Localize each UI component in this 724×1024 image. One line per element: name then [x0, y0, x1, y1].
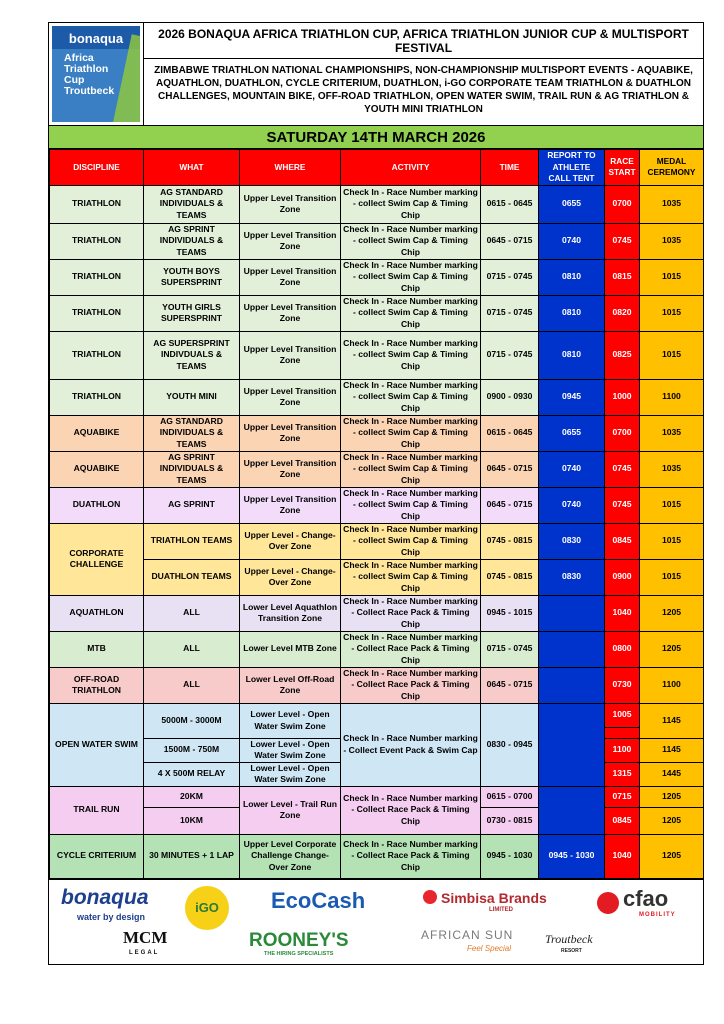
cell-discipline: TRIATHLON	[50, 379, 144, 415]
col-activity: ACTIVITY	[341, 150, 481, 186]
cell-report: 0740	[539, 451, 605, 487]
cell-report	[539, 786, 605, 834]
cell-report	[539, 595, 605, 631]
cell-race-start: 1005	[605, 703, 640, 727]
cell-time: 0745 - 0815	[481, 523, 539, 559]
cell-discipline: TRIATHLON	[50, 185, 144, 223]
col-what: WHAT	[144, 150, 240, 186]
cell-medal: 1015	[640, 331, 704, 379]
sponsor-bonaqua: bonaqua	[61, 885, 149, 909]
cell-report	[539, 703, 605, 786]
table-row	[50, 223, 704, 259]
logo-line: Africa	[64, 52, 94, 64]
sponsor-cfao: cfao	[623, 885, 669, 911]
table-row	[50, 259, 704, 295]
cell-where: Lower Level - Trail Run Zone	[240, 786, 341, 834]
cell-activity: Check In - Race Number marking - collect Swim Cap & Timing Chip	[341, 259, 481, 295]
cell-where: Upper Level Transition Zone	[240, 295, 341, 331]
sponsor-simbisa: Simbisa Brands	[441, 889, 547, 906]
cell-medal: 1205	[640, 631, 704, 667]
cell-what: YOUTH GIRLS SUPERSPRINT	[144, 295, 240, 331]
cell-report: 0810	[539, 295, 605, 331]
cell-time: 0645 - 0715	[481, 223, 539, 259]
cell-race-start: 0745	[605, 223, 640, 259]
cell-race-start: 1040	[605, 834, 640, 878]
logo-line: Cup	[64, 74, 85, 86]
table-row	[50, 295, 704, 331]
sponsor-simbisa-sub: LIMITED	[489, 906, 513, 913]
cell-what: 30 MINUTES + 1 LAP	[144, 834, 240, 878]
sponsor-bonaqua-tag: water by design	[77, 911, 146, 922]
table-row	[50, 559, 704, 595]
africa-triathlon-cup-logo	[52, 26, 140, 122]
cell-medal: 1145	[640, 738, 704, 762]
sponsor-rooneys-sub: THE HIRING SPECIALISTS	[264, 950, 334, 957]
table-header-row	[50, 150, 704, 186]
cell-activity: Check In - Race Number marking - collect Swim Cap & Timing Chip	[341, 185, 481, 223]
cell-discipline: DUATHLON	[50, 487, 144, 523]
cell-what: AG SPRINT	[144, 487, 240, 523]
cell-time: 0645 - 0715	[481, 487, 539, 523]
cell-race-start: 0820	[605, 295, 640, 331]
cell-race-start: 0900	[605, 559, 640, 595]
logo-brand: bonaqua	[52, 26, 140, 49]
cell-where: Upper Level Transition Zone	[240, 223, 341, 259]
table-row	[50, 703, 704, 727]
cell-time: 0730 - 0815	[481, 807, 539, 834]
cell-what: AG SPRINT INDIVIDUALS & TEAMS	[144, 223, 240, 259]
table-row	[50, 523, 704, 559]
table-row	[50, 331, 704, 379]
cell-race-start: 0825	[605, 331, 640, 379]
cell-what: 20KM	[144, 786, 240, 807]
table-row	[50, 631, 704, 667]
col-race-start: RACE START	[605, 150, 640, 186]
cell-race-start	[605, 727, 640, 738]
cell-medal: 1205	[640, 834, 704, 878]
cell-report: 0830	[539, 523, 605, 559]
cell-race-start: 0845	[605, 523, 640, 559]
cell-race-start: 1000	[605, 379, 640, 415]
cell-report: 0740	[539, 487, 605, 523]
cell-activity: Check In - Race Number marking - collect Swim Cap & Timing Chip	[341, 487, 481, 523]
cell-activity: Check In - Race Number marking - Collect Race Pack & Timing Chip	[341, 667, 481, 703]
sponsor-igo: iGO	[185, 886, 229, 930]
logo-line: Triathlon	[64, 63, 109, 75]
cell-activity: Check In - Race Number marking - collect Swim Cap & Timing Chip	[341, 451, 481, 487]
cell-where: Upper Level Transition Zone	[240, 415, 341, 451]
cell-what: AG SPRINT INDIVIDUALS & TEAMS	[144, 451, 240, 487]
cell-report: 0810	[539, 331, 605, 379]
cell-discipline: TRIATHLON	[50, 331, 144, 379]
cell-medal: 1205	[640, 807, 704, 834]
cell-discipline: CYCLE CRITERIUM	[50, 834, 144, 878]
cell-report	[539, 667, 605, 703]
cell-discipline: TRAIL RUN	[50, 786, 144, 834]
sponsor-african-sun-sub: Feel Special	[467, 943, 512, 953]
sponsor-strip	[49, 879, 703, 964]
cell-race-start: 0745	[605, 487, 640, 523]
cell-where: Upper Level Transition Zone	[240, 259, 341, 295]
cell-where: Lower Level Off-Road Zone	[240, 667, 341, 703]
cell-time: 0615 - 0700	[481, 786, 539, 807]
cell-race-start: 0700	[605, 185, 640, 223]
cell-activity: Check In - Race Number marking - collect Swim Cap & Timing Chip	[341, 523, 481, 559]
cell-activity: Check In - Race Number marking - Collect Event Pack & Swim Cap	[341, 703, 481, 786]
table-row	[50, 379, 704, 415]
cell-activity: Check In - Race Number marking - collect Swim Cap & Timing Chip	[341, 331, 481, 379]
col-discipline: DISCIPLINE	[50, 150, 144, 186]
cell-medal: 1100	[640, 667, 704, 703]
cell-time: 0715 - 0745	[481, 295, 539, 331]
cell-medal: 1445	[640, 762, 704, 786]
cell-medal: 1015	[640, 487, 704, 523]
header	[49, 23, 703, 126]
cell-report: 0655	[539, 415, 605, 451]
day-banner: SATURDAY 14TH MARCH 2026	[49, 126, 703, 149]
cell-where: Lower Level MTB Zone	[240, 631, 341, 667]
cell-what: ALL	[144, 667, 240, 703]
cell-where: Lower Level - Open Water Swim Zone	[240, 762, 341, 786]
sponsor-mcm: MCM	[123, 927, 168, 947]
cell-where: Upper Level Transition Zone	[240, 185, 341, 223]
logo-box	[49, 23, 144, 125]
col-where: WHERE	[240, 150, 341, 186]
sponsor-african-sun: AFRICAN SUN	[421, 927, 514, 942]
cell-medal: 1035	[640, 415, 704, 451]
cell-what: 5000M - 3000M	[144, 703, 240, 738]
cell-what: YOUTH BOYS SUPERSPRINT	[144, 259, 240, 295]
cell-activity: Check In - Race Number marking - collect Swim Cap & Timing Chip	[341, 559, 481, 595]
cell-what: 10KM	[144, 807, 240, 834]
table-row	[50, 667, 704, 703]
cell-race-start: 0700	[605, 415, 640, 451]
cell-report: 0810	[539, 259, 605, 295]
cell-race-start: 0800	[605, 631, 640, 667]
cell-discipline: AQUATHLON	[50, 595, 144, 631]
col-report: REPORT TO ATHLETE CALL TENT	[539, 150, 605, 186]
cell-medal: 1035	[640, 223, 704, 259]
cell-time: 0645 - 0715	[481, 667, 539, 703]
cell-time: 0715 - 0745	[481, 631, 539, 667]
cell-time: 0945 - 1030	[481, 834, 539, 878]
cell-report: 0740	[539, 223, 605, 259]
cell-time: 0945 - 1015	[481, 595, 539, 631]
cell-discipline: MTB	[50, 631, 144, 667]
cell-report: 0655	[539, 185, 605, 223]
schedule-sheet	[48, 22, 704, 965]
cell-activity: Check In - Race Number marking - collect Swim Cap & Timing Chip	[341, 379, 481, 415]
cell-where: Upper Level Transition Zone	[240, 451, 341, 487]
cell-what: ALL	[144, 595, 240, 631]
cell-time: 0830 - 0945	[481, 703, 539, 786]
cell-discipline: TRIATHLON	[50, 259, 144, 295]
table-row	[50, 595, 704, 631]
cell-medal: 1100	[640, 379, 704, 415]
cell-where: Upper Level Transition Zone	[240, 379, 341, 415]
table-row	[50, 185, 704, 223]
cell-discipline: OFF-ROAD TRIATHLON	[50, 667, 144, 703]
cell-what: YOUTH MINI	[144, 379, 240, 415]
cell-race-start: 1315	[605, 762, 640, 786]
cell-medal: 1035	[640, 451, 704, 487]
cell-what: TRIATHLON TEAMS	[144, 523, 240, 559]
sponsor-cfao-sub: MOBILITY	[639, 911, 676, 918]
cell-time: 0645 - 0715	[481, 451, 539, 487]
table-row	[50, 487, 704, 523]
cell-discipline: OPEN WATER SWIM	[50, 703, 144, 786]
cell-what: 1500M - 750M	[144, 738, 240, 762]
cell-medal: 1015	[640, 559, 704, 595]
cell-what: DUATHLON TEAMS	[144, 559, 240, 595]
cell-what: 4 X 500M RELAY	[144, 762, 240, 786]
page-subtitle: ZIMBABWE TRIATHLON NATIONAL CHAMPIONSHIPS, NON-CHAMPIONSHIP MULTISPORT EVENTS - AQUABIKE, AQUATHLON, DUATHLON, CYCLE CRITERIUM, DUATHLON, i-GO CORPORATE TEAM TRIATHLON & DUATHLON CHALLENGES, MOUNTAIN BIKE, OFF-ROAD TRIATHLON, OPEN WATER SWIM, TRAIL RUN & AG TRIATHLON & YOUTH MINI TRIATHLON	[154, 65, 693, 115]
cell-what: AG STANDARD INDIVIDUALS & TEAMS	[144, 415, 240, 451]
cell-where: Upper Level Transition Zone	[240, 487, 341, 523]
cell-report	[539, 631, 605, 667]
cell-medal: 1015	[640, 259, 704, 295]
cell-what: ALL	[144, 631, 240, 667]
cell-race-start: 0715	[605, 786, 640, 807]
cell-discipline: CORPORATE CHALLENGE	[50, 523, 144, 595]
sponsor-ecocash: EcoCash	[271, 887, 366, 913]
cell-discipline: AQUABIKE	[50, 415, 144, 451]
cell-where: Upper Level Corporate Challenge Change-Over Zone	[240, 834, 341, 878]
table-row	[50, 786, 704, 807]
cell-where: Lower Level - Open Water Swim Zone	[240, 738, 341, 762]
logo-line: Troutbeck	[64, 85, 115, 97]
cell-race-start: 0845	[605, 807, 640, 834]
cell-report: 0830	[539, 559, 605, 595]
cell-race-start: 0745	[605, 451, 640, 487]
table-row	[50, 451, 704, 487]
cell-medal: 1015	[640, 523, 704, 559]
cell-race-start: 1040	[605, 595, 640, 631]
cell-report: 0945	[539, 379, 605, 415]
cell-discipline: TRIATHLON	[50, 223, 144, 259]
simbisa-icon	[423, 890, 437, 904]
cell-activity: Check In - Race Number marking - collect Swim Cap & Timing Chip	[341, 415, 481, 451]
cell-race-start: 0815	[605, 259, 640, 295]
cell-time: 0715 - 0745	[481, 331, 539, 379]
cell-medal: 1205	[640, 595, 704, 631]
sponsor-troutbeck-sub: RESORT	[561, 947, 582, 954]
cell-activity: Check In - Race Number marking - collect Swim Cap & Timing Chip	[341, 295, 481, 331]
cell-time: 0615 - 0645	[481, 185, 539, 223]
cell-activity: Check In - Race Number marking - Collect Race Pack & Timing Chip	[341, 631, 481, 667]
cell-race-start: 0730	[605, 667, 640, 703]
cell-medal: 1015	[640, 295, 704, 331]
col-time: TIME	[481, 150, 539, 186]
cell-where: Lower Level Aquathlon Transition Zone	[240, 595, 341, 631]
cell-race-start: 1100	[605, 738, 640, 762]
cell-what: AG STANDARD INDIVIDUALS & TEAMS	[144, 185, 240, 223]
cell-discipline: AQUABIKE	[50, 451, 144, 487]
cell-activity: Check In - Race Number marking - Collect Race Pack & Timing Chip	[341, 834, 481, 878]
cell-where: Upper Level - Change-Over Zone	[240, 523, 341, 559]
header-text	[144, 23, 703, 125]
cell-activity: Check In - Race Number marking - Collect Race Pack & Timing Chip	[341, 595, 481, 631]
cell-activity: Check In - Race Number marking - Collect Race Pack & Timing Chip	[341, 786, 481, 834]
table-row	[50, 834, 704, 878]
sponsor-troutbeck: Troutbeck	[545, 931, 593, 946]
cell-report: 0945 - 1030	[539, 834, 605, 878]
table-row	[50, 415, 704, 451]
cell-time: 0745 - 0815	[481, 559, 539, 595]
schedule-table	[49, 149, 704, 879]
cell-where: Upper Level Transition Zone	[240, 331, 341, 379]
cell-discipline: TRIATHLON	[50, 295, 144, 331]
page-title: 2026 BONAQUA AFRICA TRIATHLON CUP, AFRICA TRIATHLON JUNIOR CUP & MULTISPORT FESTIVAL	[144, 23, 703, 59]
cell-time: 0900 - 0930	[481, 379, 539, 415]
cell-medal: 1035	[640, 185, 704, 223]
cell-time: 0715 - 0745	[481, 259, 539, 295]
sponsor-mcm-sub: LEGAL	[129, 949, 160, 956]
cell-medal: 1205	[640, 786, 704, 807]
cell-what: AG SUPERSPRINT INDIVDUALS & TEAMS	[144, 331, 240, 379]
cell-where: Lower Level - Open Water Swim Zone	[240, 703, 341, 738]
cfao-icon	[597, 892, 619, 914]
cell-activity: Check In - Race Number marking - collect Swim Cap & Timing Chip	[341, 223, 481, 259]
sponsor-rooneys: ROONEY'S	[249, 929, 349, 951]
cell-time: 0615 - 0645	[481, 415, 539, 451]
cell-where: Upper Level - Change-Over Zone	[240, 559, 341, 595]
cell-medal: 1145	[640, 703, 704, 738]
col-medal: MEDAL CEREMONY	[640, 150, 704, 186]
